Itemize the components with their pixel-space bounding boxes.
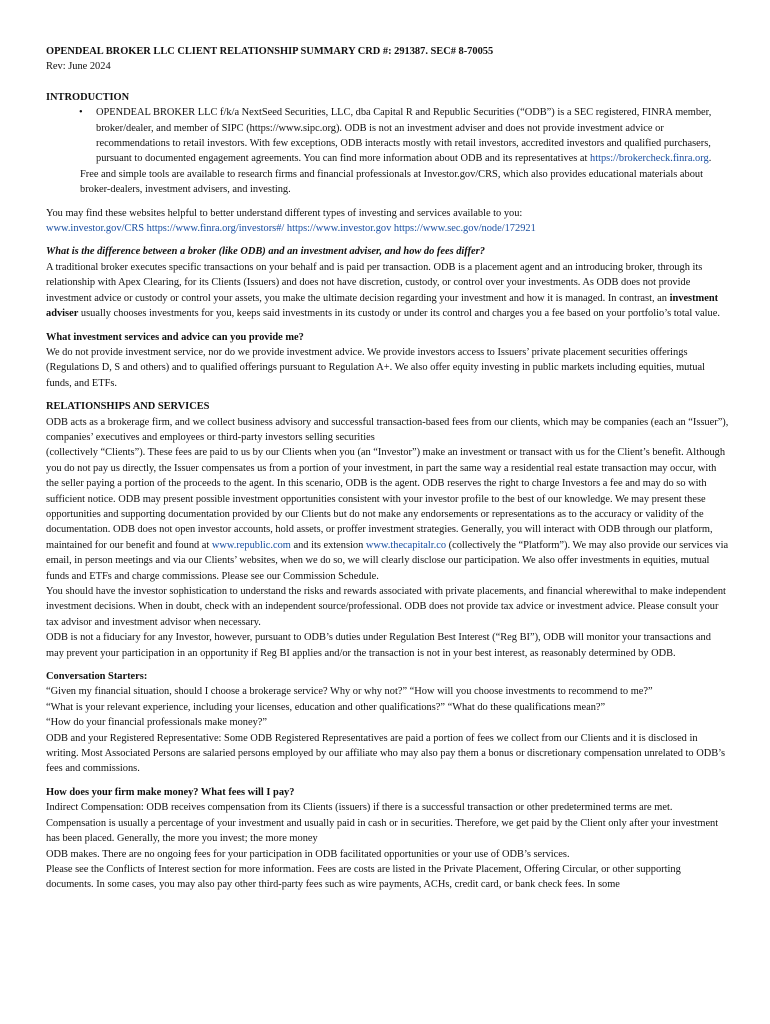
tools-paragraph: Free and simple tools are available to research firms and financial professionals at Investor.gov/CRS, which also provides educational materials about broker-dealers, investment advisers, and investing. <box>80 168 703 196</box>
introduction-bullet <box>96 105 730 167</box>
services-paragraph: We do not provide investment service, nor do we provide investment advice. We provide investors access to Issuers’ private placement securities offerings (Regulations D, S and others) and to qualified offerings pursuant to Regulation A+. We also offer equity investing in public markets including equities, mutual funds, and ETFs. <box>46 346 705 389</box>
fees-paragraph-2: ODB makes. There are no ongoing fees for your participation in ODB facilitated opportunities or your use of ODB’s services. <box>46 848 570 860</box>
fees-question: How does your firm make money? What fees will I pay? <box>46 786 295 798</box>
fees-paragraph-1: Indirect Compensation: ODB receives compensation from its Clients (issuers) if there is a successful transaction or other predetermined terms are met. Compensation is usually a percentage of your investment and usually paid in cash or in securities. Therefore, we get paid by the Client only after your investment has been placed. Generally, the more you invest; the more money <box>46 802 719 845</box>
brokercheck-link[interactable]: https://brokercheck.finra.org <box>590 153 709 165</box>
introduction-bullet-end: . <box>708 153 712 165</box>
difference-text-b: usually chooses investments for you, keeps said investments in its custody or under its control and charges you a fee based on your portfolio’s total value. <box>78 308 720 320</box>
conversation-line-1: “Given my financial situation, should I choose a brokerage service? Why or why not?” “How will you choose investments to recommend to me?” <box>46 686 653 698</box>
investment-adviser-term: investment adviser <box>46 292 719 320</box>
difference-question: What is the difference between a broker (like ODB) and an investment adviser, and how do fees differ? <box>46 246 485 258</box>
document-title: OPENDEAL BROKER LLC CLIENT RELATIONSHIP SUMMARY CRD #: 291387. SEC# 8-70055 <box>46 46 494 57</box>
relationships-text-b: and its extension <box>290 539 366 551</box>
relationships-text-a: (collectively “Clients”). These fees are paid to us by our Clients when you (an “Investor”) make an investment or transact with us for the Client’s benefit. Although you do not pay us directly, the Issuer compensates us from a portion of your investment, in part the same way a residential real estate transaction may occur, with the seller paying a portion of the proceeds to the agent. In this scenario, ODB is the agent. ODB reserves the right to charge Investors a fee and may do so with sufficient notice. ODB may present possible investment opportunities consistent with your investor profile to the best of our knowledge. We may present these opportunities and supporting documentation provided by our Clients but do not make any endorsements or representations as to the accuracy or validity of the documentation. ODB does not open investor accounts, hold assets, or proffer investment strategies. Generally, you will interact with ODB through our platform, maintained for our benefit and found at <box>46 447 726 551</box>
republic-link[interactable]: www.republic.com <box>211 539 291 551</box>
conversation-line-4: ODB and your Registered Representative: Some ODB Registered Representatives are paid a portion of fees we collect from our Clients and it is disclosed in writing. Most Associated Persons are salaried persons employed by our affiliate who may also pay them a bonus or discretionary compensation unrelated to ODB’s fees and commissions. <box>46 732 726 775</box>
relationships-paragraph-2 <box>46 445 730 584</box>
relationships-paragraph-3: You should have the investor sophistication to understand the risks and rewards associated with private placements, and financial wherewithal to make independent investment decisions. When in doubt, check with an independent source/professional. ODB does not provide tax advice or investment advice. Please consult your tax advisor and investment advisor when necessary. <box>46 586 726 628</box>
relationships-heading: RELATIONSHIPS AND SERVICES <box>46 401 210 413</box>
services-question: What investment services and advice can you provide me? <box>46 331 304 343</box>
conversation-line-3: “How do your financial professionals make money?” <box>46 717 268 729</box>
introduction-bullet-text: OPENDEAL BROKER LLC f/k/a NextSeed Securities, LLC, dba Capital R and Republic Securities (“ODB”) is a SEC registered, FINRA member, broker/dealer, and member of SIPC (https://www.sipc.org). ODB is not an investment adviser and does not provide investment advice or recommendations to retail investors. With few exceptions, ODB interacts mostly with retail investors, accredited investors and qualified purchasers, pursuant to documented engagement agreements. You can find more information about ODB and its representatives at <box>96 107 712 165</box>
conversation-starters-heading: Conversation Starters: <box>46 671 148 683</box>
websites-links[interactable]: www.investor.gov/CRS https://www.finra.org/investors#/ https://www.investor.gov https://www.sec.gov/node/172921 <box>46 223 536 235</box>
revision-date: Rev: June 2024 <box>46 61 111 73</box>
relationships-paragraph-4: ODB is not a fiduciary for any Investor, however, pursuant to ODB’s duties under Regulation Best Interest (“Reg BI”), ODB will monitor your transactions and may prevent your participation in an opportunity if Reg BI applies and/or the transaction is not in your best interest, as reasonably determined by ODB. <box>46 632 711 659</box>
websites-paragraph: You may find these websites helpful to better understand different types of investing and services available to you: <box>46 207 523 219</box>
fees-paragraph-3: Please see the Conflicts of Interest section for more information. Fees are costs are listed in the Private Placement, Offering Circular, or other supporting documents. In some cases, you may also pay other third-party fees such as wire payments, ACHs, credit card, or bank check fees. In some <box>46 863 681 891</box>
difference-text-a: A traditional broker executes specific transactions on your behalf and is paid per transaction. ODB is a placement agent and an introducing broker, through its relationship with Apex Clearing, for its Clients (Issuers) and does not have discretion, custody, or control over your investments. As ODB does not provide investment advice or custody or control your assets, you make the ultimate decision regarding your investment and how it is managed. In contrast, an <box>46 261 703 304</box>
relationships-paragraph-1: ODB acts as a brokerage firm, and we collect business advisory and successful transaction-based fees from our clients, which may be companies (each an “Issuer”), companies’ executives and employees or third-party investors selling securities <box>46 416 729 443</box>
introduction-bullet-list <box>46 105 730 167</box>
introduction-heading: INTRODUCTION <box>46 91 130 103</box>
conversation-line-2: “What is your relevant experience, including your licenses, education and other qualifications?” “What do these qualifications mean?” <box>46 701 606 713</box>
document-page <box>46 44 730 893</box>
capitalr-link[interactable]: www.thecapitalr.co <box>365 539 447 551</box>
relationships-text-c: (collectively the “Platform”). We may also provide our services via email, in person meetings and via our Clients’ websites, when we do so, we will clearly disclose our participation. We also offer investments in equities, mutual funds and ETFs and charge commissions. Please see our Commission Schedule. <box>46 539 729 582</box>
difference-paragraph <box>46 260 730 322</box>
